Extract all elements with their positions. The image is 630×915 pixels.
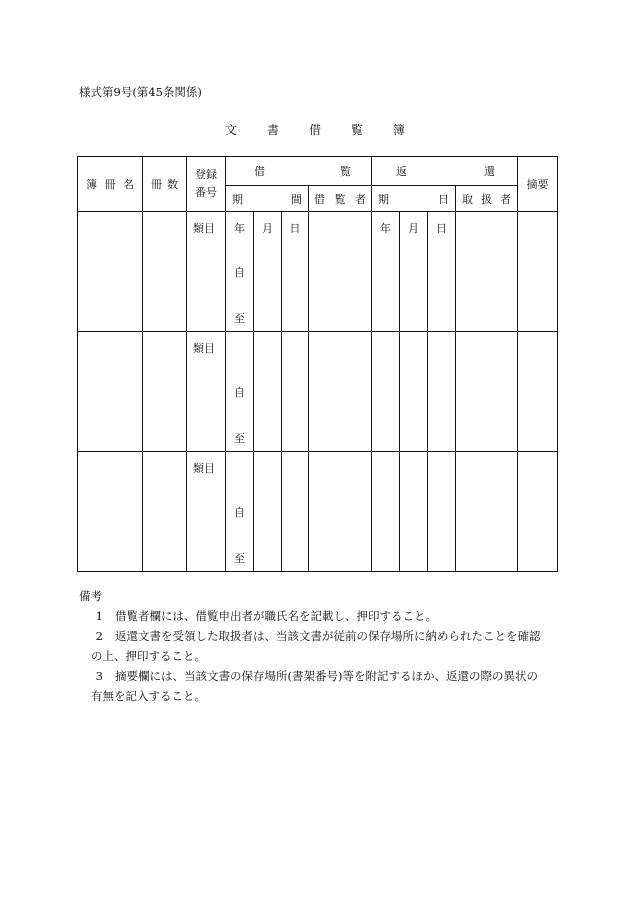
form-number: 様式第9号(第45条関係) — [79, 85, 202, 99]
remarks-heading: 備考 — [79, 589, 102, 603]
remark-line: 摘要欄には、当該文書の保存場所(書架番号)等を附記するほか、返還の際の異状の — [115, 669, 538, 683]
remark-line: 有無を記入すること。 — [91, 689, 206, 703]
header-row-1 — [78, 157, 558, 186]
year-label: 年 — [234, 222, 245, 235]
remark-text: 借覧者欄には、借覧申出者が職氏名を記載し、押印すること。 — [115, 609, 437, 623]
title-char: 借 — [308, 123, 321, 137]
remark-line: の上、押印すること。 — [91, 649, 206, 663]
col-book-name: 簿 冊 名 — [78, 157, 143, 212]
remark-text — [91, 666, 559, 706]
remark-number: 2 — [95, 629, 103, 643]
remark-line: 返還文書を受領した取扱者は、当該文書が従前の保存場所に納められたことを確認 — [115, 629, 541, 643]
cell-book-name[interactable] — [78, 452, 143, 572]
title-char: 文 — [225, 123, 238, 137]
remark-item — [79, 626, 559, 666]
table-row — [78, 332, 558, 452]
cell-handler[interactable] — [456, 212, 518, 332]
cell-return-month[interactable] — [400, 452, 428, 572]
col-registration-number: 登録 番号 — [187, 157, 226, 212]
from-label: 自 — [234, 386, 245, 399]
category-label: 類目 — [193, 342, 215, 355]
title-char: 覧 — [350, 123, 363, 137]
col-borrowing: 借 覧 — [226, 157, 372, 186]
cell-period-year[interactable] — [226, 332, 254, 452]
month-label: 月 — [408, 222, 419, 235]
cell-volume-count[interactable] — [143, 332, 187, 452]
cell-book-name[interactable] — [78, 332, 143, 452]
col-return: 返 還 — [372, 157, 518, 186]
cell-return-year[interactable] — [372, 212, 400, 332]
cell-return-day[interactable] — [428, 212, 456, 332]
cell-period-day[interactable] — [282, 212, 309, 332]
col-summary: 摘要 — [518, 157, 558, 212]
cell-return-month[interactable] — [400, 332, 428, 452]
cell-return-year[interactable] — [372, 452, 400, 572]
cell-return-year[interactable] — [372, 332, 400, 452]
cell-return-day[interactable] — [428, 332, 456, 452]
cell-period-month[interactable] — [254, 332, 282, 452]
cell-period-day[interactable] — [282, 332, 309, 452]
cell-handler[interactable] — [456, 452, 518, 572]
sub-return-date: 期 日 — [372, 186, 456, 212]
month-label: 月 — [262, 222, 273, 235]
remark-text — [91, 626, 559, 666]
cell-registration[interactable] — [187, 452, 226, 572]
sub-borrower: 借 覧 者 — [309, 186, 372, 212]
cell-book-name[interactable] — [78, 212, 143, 332]
to-label: 至 — [234, 432, 245, 445]
cell-period-month[interactable] — [254, 212, 282, 332]
category-label: 類目 — [193, 222, 215, 235]
from-label: 自 — [234, 506, 245, 519]
sub-period: 期 間 — [226, 186, 309, 212]
cell-period-month[interactable] — [254, 452, 282, 572]
cell-period-year[interactable] — [226, 212, 254, 332]
year-label: 年 — [380, 222, 391, 235]
sub-handler: 取 扱 者 — [456, 186, 518, 212]
from-label: 自 — [234, 266, 245, 279]
table-row — [78, 452, 558, 572]
cell-period-year[interactable] — [226, 452, 254, 572]
cell-handler[interactable] — [456, 332, 518, 452]
to-label: 至 — [234, 552, 245, 565]
cell-registration[interactable] — [187, 212, 226, 332]
document-title — [225, 121, 405, 138]
remarks-section — [79, 586, 559, 706]
cell-period-day[interactable] — [282, 452, 309, 572]
table-row — [78, 212, 558, 332]
cell-borrower[interactable] — [309, 332, 372, 452]
cell-return-month[interactable] — [400, 212, 428, 332]
cell-volume-count[interactable] — [143, 452, 187, 572]
cell-borrower[interactable] — [309, 452, 372, 572]
borrowing-ledger-table — [77, 156, 558, 572]
cell-volume-count[interactable] — [143, 212, 187, 332]
title-char: 簿 — [392, 123, 405, 137]
to-label: 至 — [234, 312, 245, 325]
cell-summary[interactable] — [518, 212, 558, 332]
col-volume-count: 冊 数 — [143, 157, 187, 212]
cell-registration[interactable] — [187, 332, 226, 452]
cell-return-day[interactable] — [428, 452, 456, 572]
cell-borrower[interactable] — [309, 212, 372, 332]
remark-number: 3 — [95, 669, 103, 683]
day-label: 日 — [289, 222, 301, 235]
day-label: 日 — [436, 222, 447, 235]
remark-item — [79, 666, 559, 706]
category-label: 類目 — [193, 462, 215, 475]
cell-summary[interactable] — [518, 452, 558, 572]
remark-number: 1 — [95, 609, 103, 623]
cell-summary[interactable] — [518, 332, 558, 452]
remark-item — [79, 606, 559, 626]
title-char: 書 — [266, 123, 279, 137]
